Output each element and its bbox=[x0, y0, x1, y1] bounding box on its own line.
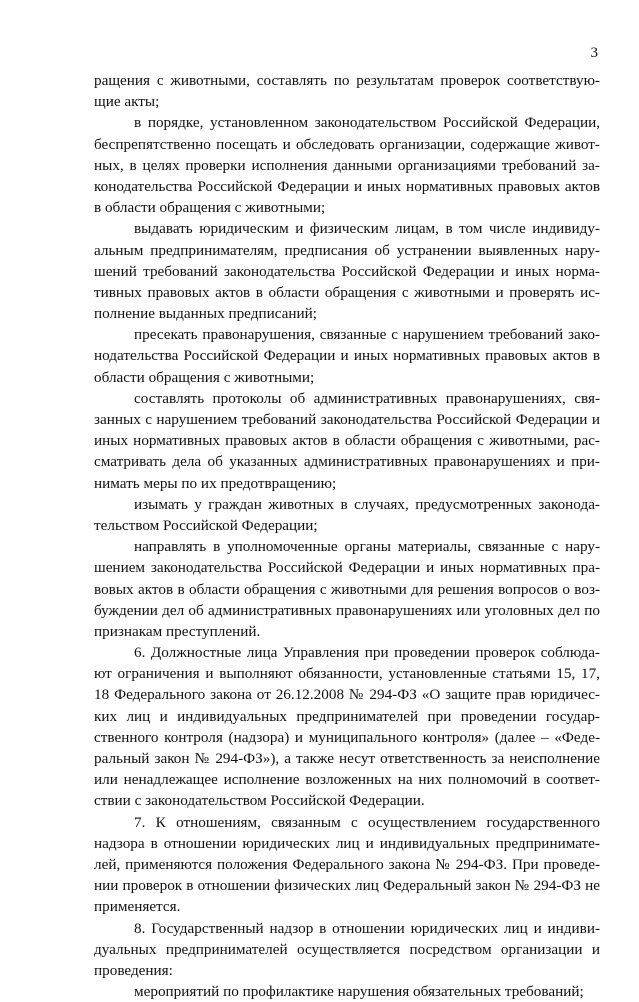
text-line: пресекать правонарушения, связанные с нарушением требований зако- bbox=[134, 326, 600, 344]
text-line: занных с нарушением требований законодательства Российской Федерации и bbox=[94, 411, 600, 428]
text-line: ращения с животными, составлять по результатам проверок соответствую- bbox=[94, 72, 600, 89]
text-line: буждении дел об административных правонарушениях или уголовных дел по bbox=[94, 601, 600, 619]
text-line: ких лиц и индивидуальных предпринимателей при проведении государ- bbox=[94, 707, 600, 725]
text-line: признакам преступлений. bbox=[94, 622, 261, 640]
text-line: шений требований законодательства Российской Федерации и иных норма- bbox=[94, 262, 600, 280]
text-line: ных, в целях проверки исполнения данными организациями требований за- bbox=[94, 156, 600, 174]
text-line: сматривать дела об указанных административных правонарушениях и при- bbox=[94, 453, 600, 471]
text-line: нии проверок в отношении физических лиц Федеральный закон № 294-ФЗ не bbox=[94, 877, 600, 895]
text-line: вовых актов в области обращения с животными для решения вопросов о воз- bbox=[94, 580, 600, 598]
text-line: ют ограничения и выполняют обязанности, установленные статьями 15, 17, bbox=[94, 665, 600, 683]
text-line: выдавать юридическим и физическим лицам, в том числе индивиду- bbox=[134, 220, 600, 238]
text-line: проведения: bbox=[94, 961, 173, 979]
text-line: надзора в отношении юридических лиц и индивидуальных предпринимате- bbox=[94, 834, 600, 852]
text-line: составлять протоколы об административных правонарушениях, свя- bbox=[134, 389, 600, 407]
text-line: нодательства Российской Федерации и иных нормативных правовых актов в bbox=[94, 347, 600, 365]
text-line: ральный закон № 294-ФЗ»), а также несут ответственность за неисполнение bbox=[94, 750, 600, 767]
text-line: тельством Российской Федерации; bbox=[94, 516, 318, 534]
document-body bbox=[94, 70, 600, 1002]
text-line: иных нормативных правовых актов в области обращения с животными, рас- bbox=[94, 432, 600, 450]
page-number: 3 bbox=[590, 45, 598, 61]
text-line: в области обращения с животными; bbox=[94, 199, 326, 217]
text-line: области обращения с животными; bbox=[94, 368, 315, 386]
text-line: щие акты; bbox=[94, 93, 160, 111]
text-line: ствии с законодательством Российской Федерации. bbox=[94, 792, 425, 810]
text-line: конодательства Российской Федерации и иных нормативных правовых актов bbox=[94, 177, 600, 195]
text-line: или ненадлежащее исполнение возложенных на них полномочий в соответ- bbox=[94, 771, 600, 789]
text-line: альным предпринимателям, предписания об устранении выявленных нару- bbox=[94, 241, 600, 259]
text-line: изымать у граждан животных в случаях, предусмотренных законода- bbox=[134, 495, 600, 513]
text-line: ственного контроля (надзора) и муниципального контроля» (далее – «Феде- bbox=[94, 728, 600, 746]
text-line: беспрепятственно посещать и обследовать организации, содержащие живот- bbox=[94, 135, 600, 153]
text-line: тивных правовых актов в области обращения с животными и проверять ис- bbox=[94, 283, 600, 301]
text-line: 18 Федерального закона от 26.12.2008 № 294-ФЗ «О защите прав юридичес- bbox=[94, 686, 600, 704]
text-line: шением законодательства Российской Федерации и иных нормативных пра- bbox=[94, 559, 600, 577]
text-line: применяется. bbox=[94, 898, 181, 916]
text-line: 8. Государственный надзор в отношении юридических лиц и индиви- bbox=[134, 919, 600, 937]
text-line: 7. К отношениям, связанным с осуществлением государственного bbox=[134, 813, 600, 831]
text-line: дуальных предпринимателей осуществляется посредством организации и bbox=[94, 940, 600, 958]
text-line: полнение выданных предписаний; bbox=[94, 305, 317, 323]
text-line: мероприятий по профилактике нарушения обязательных требований; bbox=[134, 983, 584, 1001]
text-line: лей, применяются положения Федерального закона № 294-ФЗ. При проведе- bbox=[94, 855, 600, 873]
text-line: 6. Должностные лица Управления при проведении проверок соблюда- bbox=[134, 644, 600, 662]
text-line: направлять в уполномоченные органы материалы, связанные с нару- bbox=[134, 538, 600, 556]
text-line: в порядке, установленном законодательством Российской Федерации, bbox=[134, 114, 600, 132]
text-line: нимать меры по их предотвращению; bbox=[94, 474, 337, 492]
